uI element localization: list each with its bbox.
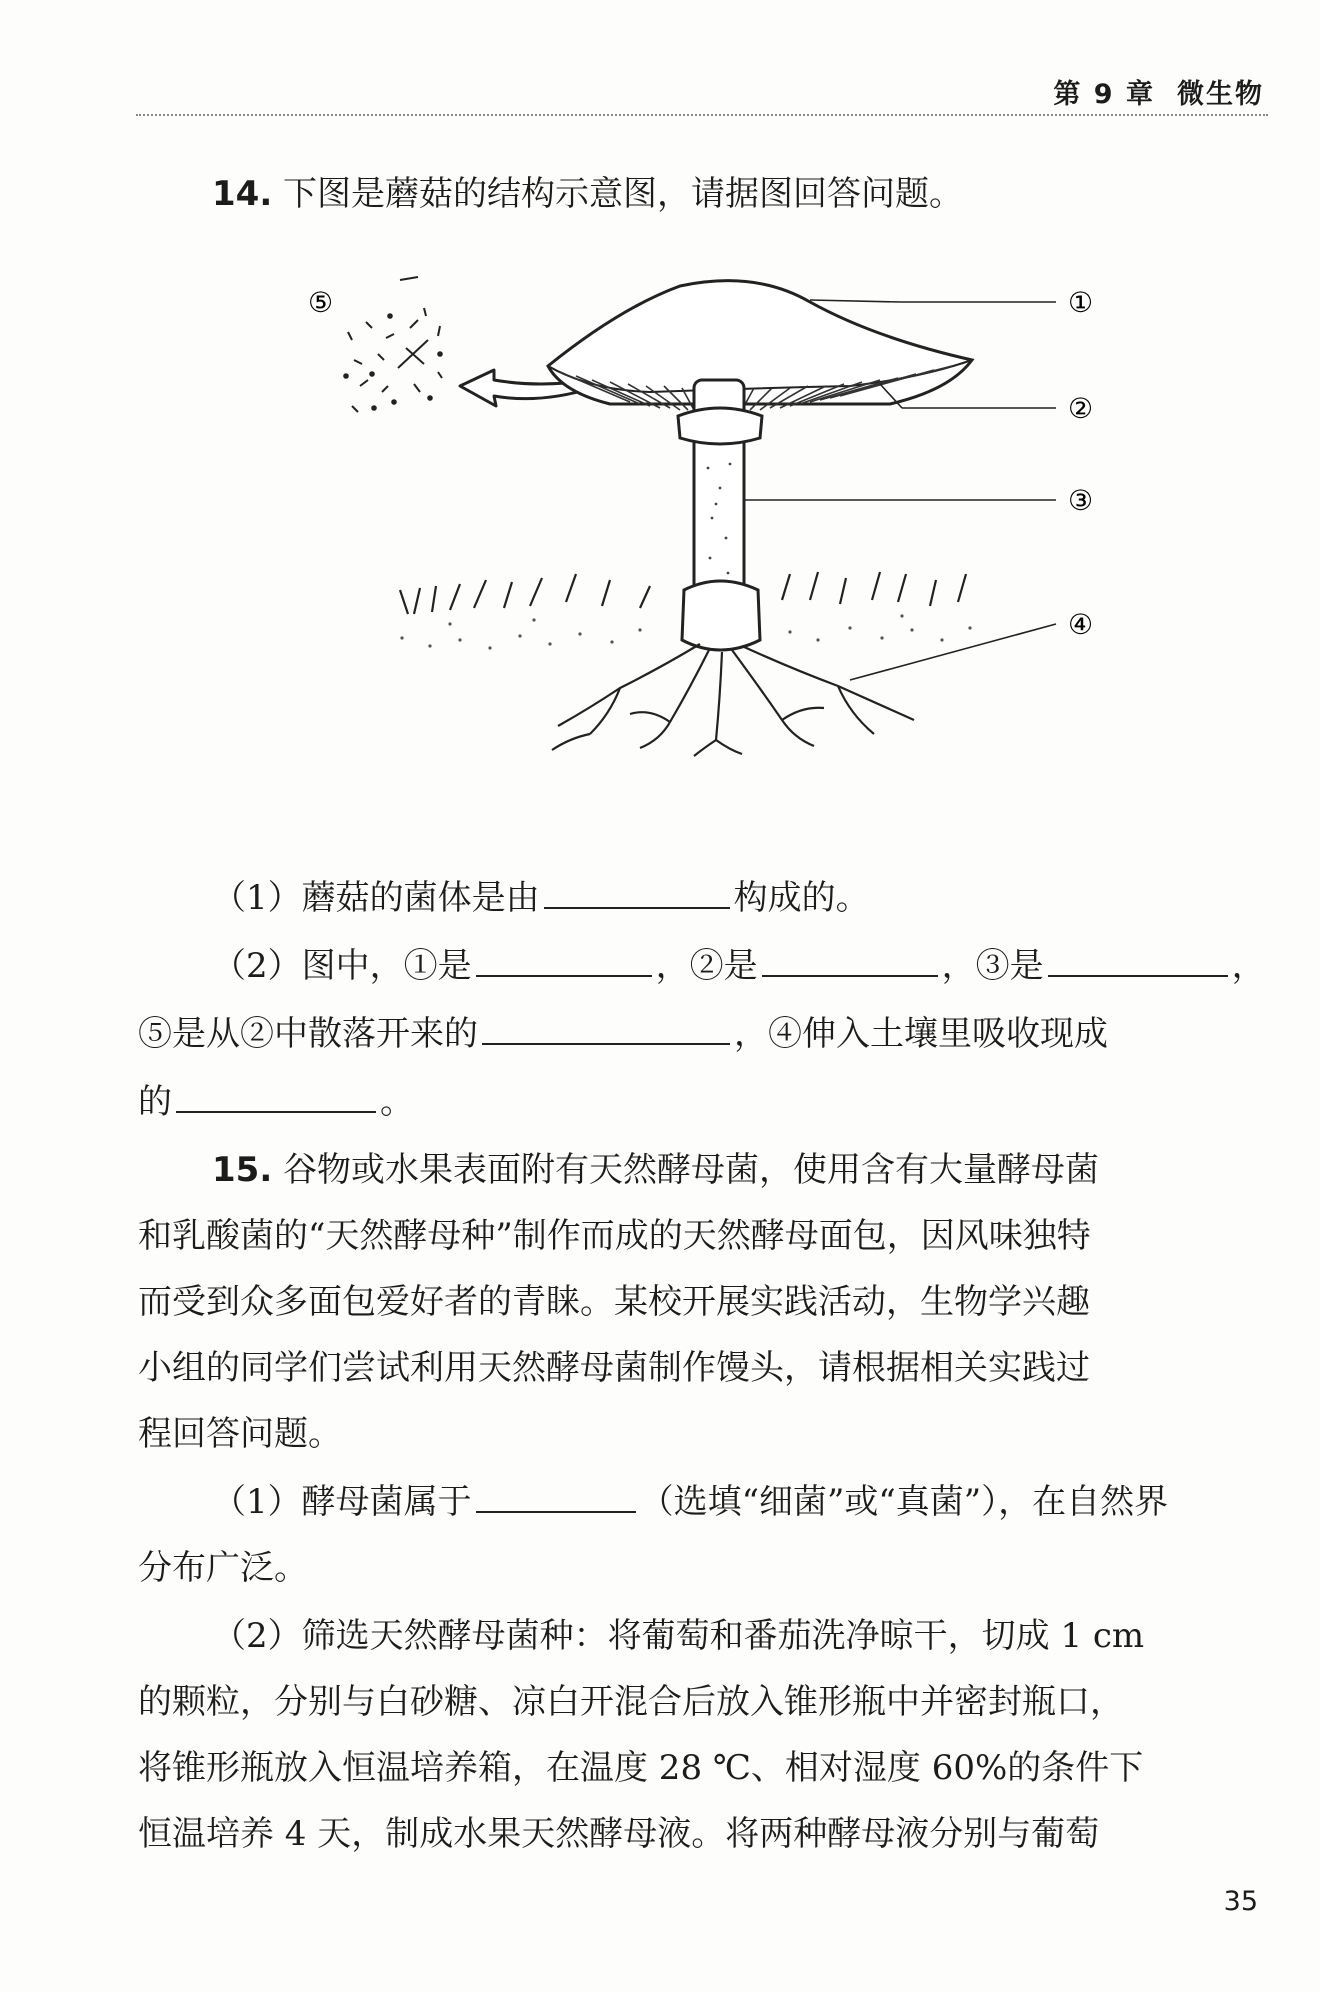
q15-para-line-3: 而受到众多面包爱好者的青睐。某校开展实践活动，生物学兴趣 [138,1282,1090,1322]
q14-sub1-blank[interactable] [544,877,730,909]
q14-sub2-blank-1[interactable] [476,945,652,977]
q14-sub2-text-d: ， [1231,946,1266,986]
label-5: ⑤ [308,286,334,319]
q14-prompt: 下图是蘑菇的结构示意图，请据图回答问题。 [283,174,964,214]
chapter-number: 第 9 章 [1053,79,1155,110]
q15-sub2-line-1: （2）筛选天然酵母菌种：将葡萄和番茄洗净晾干，切成 1 cm [212,1616,1145,1656]
q15-sub1 [212,1480,1168,1524]
q14-sub2-blank-4[interactable] [482,1013,730,1045]
mycelium-roots [552,644,914,756]
q14-sub2-text-b: ，②是 [655,946,758,986]
q15-para-line-1 [212,1148,1099,1192]
q14-sub2-text-c: ，③是 [941,946,1044,986]
header-dotted-rule [136,114,1268,116]
q14-sub2-line2 [138,1012,1108,1056]
q14-sub1-text-b: 构成的。 [733,878,870,918]
q15-para-line-2: 和乳酸菌的“天然酵母种”制作而成的天然酵母面包，因风味独特 [138,1216,1091,1256]
q14-number: 14. [212,174,273,214]
q14-sub1-text-a: （1）蘑菇的菌体是由 [212,878,540,918]
label-1: ① [1068,286,1094,319]
q15-sub2-line-4: 恒温培养 4 天，制成水果天然酵母液。将两种酵母液分别与葡萄 [138,1814,1100,1854]
label-4: ④ [1068,608,1094,641]
q14-sub2-blank-3[interactable] [1048,945,1228,977]
q14-sub2-text-e: ⑤是从②中散落开来的 [138,1014,478,1054]
q15-number: 15. [212,1150,273,1190]
q14-sub2-line1 [212,944,1266,988]
q15-sub1-text-a: （1）酵母菌属于 [212,1482,472,1522]
q14-sub2-text-f: ，④伸入土壤里吸收现成 [734,1014,1108,1054]
q15-sub1-line2: 分布广泛。 [138,1548,308,1588]
label-2: ② [1068,392,1094,425]
mushroom-cap [548,281,972,404]
page-number: 35 [1223,1886,1258,1917]
mushroom-stalk [678,380,762,650]
q14-sub2-line3 [138,1080,414,1124]
q14-sub2-text-g: 的 [138,1082,172,1122]
spores [344,277,442,412]
q15-para-line-5: 程回答问题。 [138,1414,342,1454]
q14-sub1 [212,876,870,920]
q14-sub2-blank-2[interactable] [762,945,938,977]
label-3: ③ [1068,484,1094,517]
mushroom-diagram [290,268,1110,828]
q14-prompt-line [212,172,963,216]
q15-sub2-line-2: 的颗粒，分别与白砂糖、凉白开混合后放入锥形瓶中并密封瓶口， [138,1682,1124,1722]
q15-sub1-text-b: （选填“细菌”或“真菌”），在自然界 [639,1482,1169,1522]
chapter-title: 微生物 [1177,79,1264,110]
q14-sub2-text-h: 。 [380,1082,414,1122]
chapter-header [1053,72,1264,111]
q15-para-line-4: 小组的同学们尝试利用天然酵母菌制作馒头，请根据相关实践过 [138,1348,1090,1388]
q14-sub2-blank-5[interactable] [176,1081,376,1113]
q15-sub2-line-3: 将锥形瓶放入恒温培养箱，在温度 28 ℃、相对湿度 60%的条件下 [138,1748,1144,1788]
q15-sub1-blank[interactable] [476,1481,636,1513]
q14-sub2-text-a: （2）图中，①是 [212,946,472,986]
q15-para-text-1: 谷物或水果表面附有天然酵母菌，使用含有大量酵母菌 [283,1150,1100,1190]
